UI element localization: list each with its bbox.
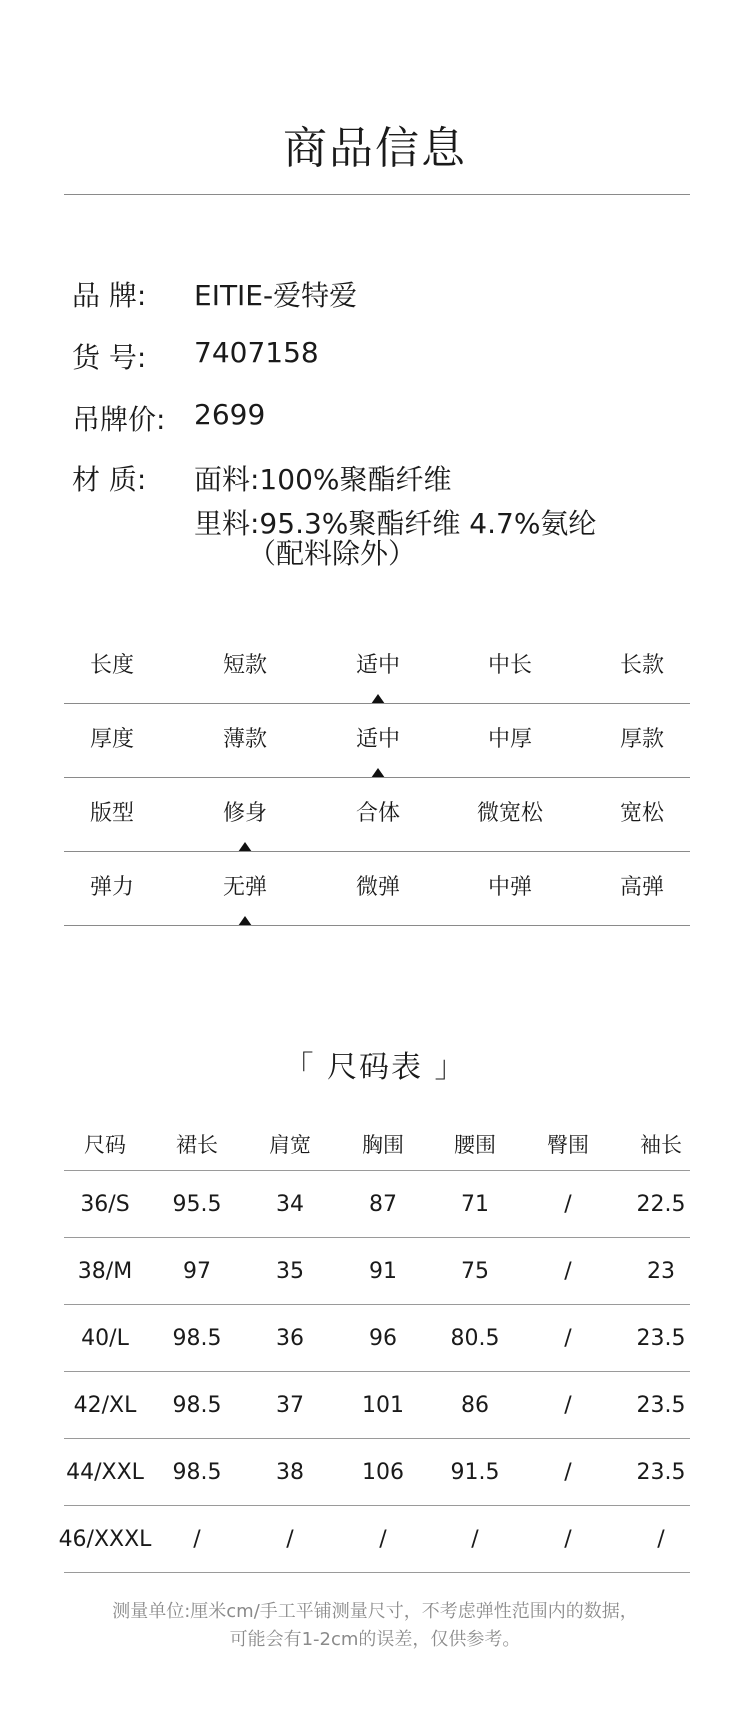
attribute-name: 版型 xyxy=(89,801,134,826)
info-label: 货 号: xyxy=(72,341,147,374)
size-chart-title: 「 尺码表 」 xyxy=(283,1050,467,1085)
attribute-row-length xyxy=(64,630,690,704)
measurement-note xyxy=(0,1598,750,1654)
table-cell: 71 xyxy=(461,1191,489,1217)
table-row xyxy=(64,1372,690,1439)
table-cell: 80.5 xyxy=(450,1325,500,1351)
table-cell: 106 xyxy=(362,1459,404,1485)
table-cell: 42/XL xyxy=(73,1392,137,1418)
attribute-option: 合体 xyxy=(355,801,400,826)
note-line: 可能会有1-2cm的误差，仅供参考。 xyxy=(229,1629,521,1650)
table-header-row xyxy=(64,1117,690,1171)
table-cell: / xyxy=(564,1191,572,1217)
info-value: 7407158 xyxy=(194,336,319,369)
note-line: 测量单位:厘米cm/手工平铺测量尺寸，不考虑弹性范围内的数据， xyxy=(112,1601,638,1622)
table-cell: / xyxy=(193,1526,201,1552)
attribute-option: 适中 xyxy=(355,653,400,678)
attribute-option: 修身 xyxy=(222,801,267,826)
attribute-option: 中厚 xyxy=(487,727,532,752)
table-cell: / xyxy=(564,1258,572,1284)
table-cell: / xyxy=(379,1526,387,1552)
table-header-cell: 尺码 xyxy=(84,1132,126,1157)
table-header-cell: 臀围 xyxy=(547,1132,589,1157)
table-cell: 37 xyxy=(276,1392,304,1418)
attribute-option: 中长 xyxy=(487,653,532,678)
table-cell: / xyxy=(657,1526,665,1552)
attribute-option: 薄款 xyxy=(222,727,267,752)
table-cell: 75 xyxy=(461,1258,489,1284)
table-cell: 87 xyxy=(369,1191,397,1217)
info-value: 面料:100%聚酯纤维 xyxy=(194,463,452,496)
table-cell: 44/XXL xyxy=(66,1459,144,1485)
attribute-option: 长款 xyxy=(619,653,664,678)
table-cell: / xyxy=(471,1526,479,1552)
table-cell: 86 xyxy=(461,1392,489,1418)
table-cell: 23.5 xyxy=(636,1325,686,1351)
table-cell: 34 xyxy=(276,1191,304,1217)
table-header-cell: 腰围 xyxy=(454,1132,496,1157)
table-cell: 38/M xyxy=(77,1258,133,1284)
table-header-cell: 肩宽 xyxy=(269,1132,311,1157)
info-label: 材 质: xyxy=(72,463,147,496)
table-cell: 98.5 xyxy=(172,1459,222,1485)
table-cell: / xyxy=(564,1392,572,1418)
table-cell: / xyxy=(564,1325,572,1351)
info-value: 里料:95.3%聚酯纤维 4.7%氨纶 xyxy=(194,507,597,540)
attribute-option: 无弹 xyxy=(222,875,267,900)
attribute-row-fit xyxy=(64,778,690,852)
table-cell: 38 xyxy=(276,1459,304,1485)
table-row xyxy=(64,1305,690,1372)
table-cell: 91 xyxy=(369,1258,397,1284)
attribute-option: 短款 xyxy=(222,653,267,678)
row-divider xyxy=(64,925,690,926)
attribute-option: 微宽松 xyxy=(476,801,543,826)
table-cell: 98.5 xyxy=(172,1325,222,1351)
attribute-row-thickness xyxy=(64,704,690,778)
info-label: 吊牌价: xyxy=(72,403,166,436)
table-header-cell: 胸围 xyxy=(362,1132,404,1157)
attribute-option: 宽松 xyxy=(619,801,664,826)
table-cell: 95.5 xyxy=(172,1191,222,1217)
size-table xyxy=(58,1117,690,1573)
table-cell: 101 xyxy=(362,1392,404,1418)
page-title: 商品信息 xyxy=(283,123,467,174)
table-cell: 91.5 xyxy=(450,1459,500,1485)
table-row xyxy=(64,1171,690,1238)
table-cell: 36/S xyxy=(80,1191,130,1217)
table-cell: 23 xyxy=(647,1258,675,1284)
info-value: EITIE-爱特爱 xyxy=(194,279,358,312)
table-cell: 35 xyxy=(276,1258,304,1284)
table-cell: 23.5 xyxy=(636,1392,686,1418)
table-header-cell: 袖长 xyxy=(640,1132,682,1157)
info-value: 2699 xyxy=(194,398,266,431)
table-cell: 46/XXXL xyxy=(58,1526,152,1552)
table-cell: / xyxy=(286,1526,294,1552)
table-cell: 36 xyxy=(276,1325,304,1351)
attribute-row-stretch xyxy=(64,852,690,926)
attribute-option: 高弹 xyxy=(619,875,664,900)
table-cell: 23.5 xyxy=(636,1459,686,1485)
table-cell: / xyxy=(564,1459,572,1485)
table-row xyxy=(58,1506,690,1573)
table-cell: / xyxy=(564,1526,572,1552)
info-label: 品 牌: xyxy=(72,279,147,312)
table-cell: 40/L xyxy=(81,1325,129,1351)
table-cell: 96 xyxy=(369,1325,397,1351)
attribute-option: 适中 xyxy=(355,727,400,752)
table-cell: 22.5 xyxy=(636,1191,686,1217)
attribute-name: 长度 xyxy=(89,653,134,678)
table-header-cell: 裙长 xyxy=(176,1132,218,1157)
attribute-name: 弹力 xyxy=(89,875,134,900)
info-value: （配料除外） xyxy=(248,537,417,570)
attribute-option: 微弹 xyxy=(355,875,400,900)
attribute-name: 厚度 xyxy=(89,727,134,752)
attribute-option: 中弹 xyxy=(487,875,532,900)
table-row xyxy=(64,1238,690,1305)
attribute-option: 厚款 xyxy=(619,727,664,752)
title-divider xyxy=(64,194,690,195)
table-cell: 98.5 xyxy=(172,1392,222,1418)
table-row xyxy=(64,1439,690,1506)
table-cell: 97 xyxy=(183,1258,211,1284)
